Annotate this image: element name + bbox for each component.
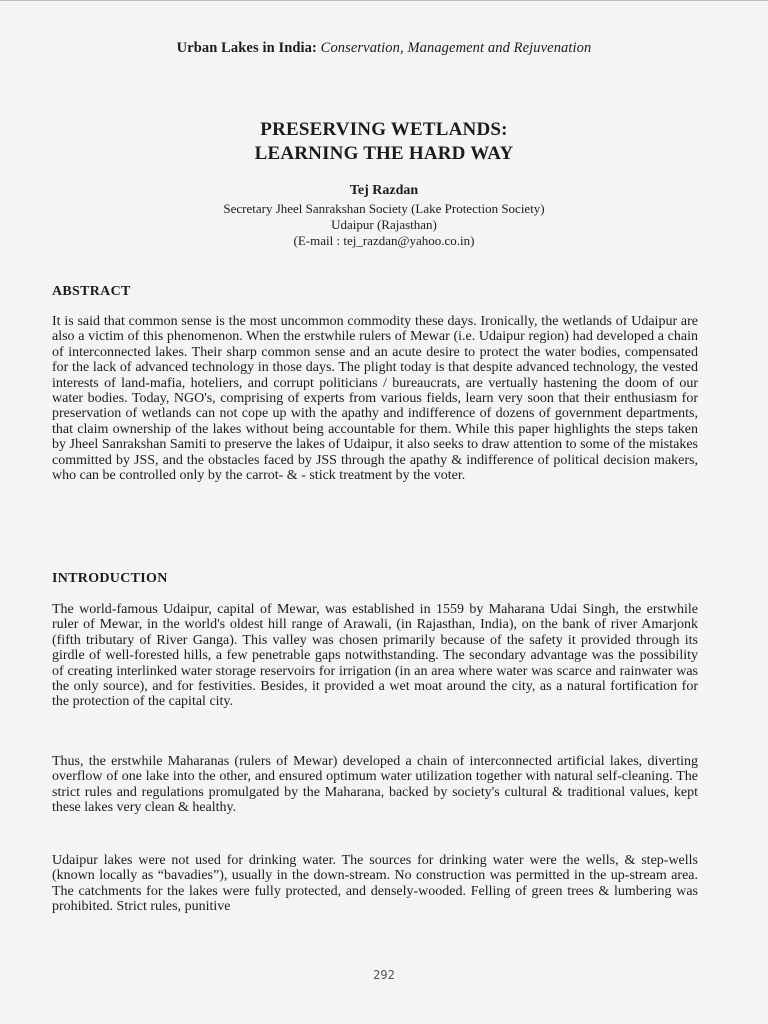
page-top-edge [0,0,768,7]
introduction-paragraph-2: Thus, the erstwhile Maharanas (rulers of Mewar) developed a chain of interconnected artificial lakes, diverting overflow of one lake into the other, and ensured optimum water utilization together with natural self-cleaning. The strict rules and regulations promulgated by the Maharana, backed by society's cultural & traditional values, kept these lakes very clean & healthy. [52,754,698,816]
page-number: 292 [373,968,395,982]
paper-title-line-1: PRESERVING WETLANDS: [260,119,508,140]
author-affiliation: Secretary Jheel Sanrakshan Society (Lake Protection Society) [223,201,545,216]
author-block [0,183,768,249]
introduction-heading: INTRODUCTION [52,571,168,586]
introduction-paragraph-1: The world-famous Udaipur, capital of Mewar, was established in 1559 by Maharana Udai Singh, the erstwhile ruler of Mewar, in the world's oldest hill range of Arawali, (in Rajasthan, India), on the bank of river Amarjonk (fifth tributary of River Ganga). This valley was chosen primarily because of the safety it provided through its girdle of well-forested hills, a few penetrable gaps notwithstanding. The secondary advantage was the possibility of creating interlinked water storage reservoirs for irrigation (in an area where water was scarce and rainwater was the only source), and for festivities. Besides, it provided a wet moat around the city, as a natural fortification for the protection of the capital city. [52,602,698,710]
paper-title-line-2: LEARNING THE HARD WAY [254,143,514,164]
author-location: Udaipur (Rajasthan) [331,217,437,232]
abstract-text: It is said that common sense is the most uncommon commodity these days. Ironically, the wetlands of Udaipur are also a victim of this phenomenon. When the erstwhile rulers of Mewar (i.e. Udaipur region) had developed a chain of interconnected lakes. Their sharp common sense and an acute desire to protect the water bodies, compensated for the lack of advanced technology in those days. The plight today is that despite advanced technology, the vested interests of land-mafia, hoteliers, and corrupt politicians / bureaucrats, are vertually hastening the doom of our water bodies. Today, NGO's, comprising of experts from various fields, learn very soon that their enthusiasm for preservation of wetlands can not cope up with the apathy and indifference of dozens of government departments, that claim ownership of the lakes without being accountable for them. While this paper highlights the steps taken by Jheel Sanrakshan Samiti to preserve the lakes of Udaipur, it also seeks to draw attention to some of the mistakes committed by JSS, and the obstacles faced by JSS through the apathy & indifference of political decision makers, who can be controlled only by the carrot- & - stick treatment by the voter. [52,314,698,484]
abstract-heading: ABSTRACT [52,284,131,299]
running-header-book-title: Urban Lakes in India: [176,40,317,56]
running-header [0,40,768,57]
author-name: Tej Razdan [349,183,419,198]
paper-title [0,118,768,166]
author-email: (E-mail : tej_razdan@yahoo.co.in) [293,233,475,248]
introduction-paragraph-3: Udaipur lakes were not used for drinking water. The sources for drinking water were the wells, & step-wells (known locally as “bavadies”), usually in the down-stream. No construction was permitted in the up-stream area. The catchments for the lakes were fully protected, and densely-wooded. Felling of green trees & lumbering was prohibited. Strict rules, punitive [52,853,698,915]
running-header-subtitle: Conservation, Management and Rejuvenation [320,40,592,56]
